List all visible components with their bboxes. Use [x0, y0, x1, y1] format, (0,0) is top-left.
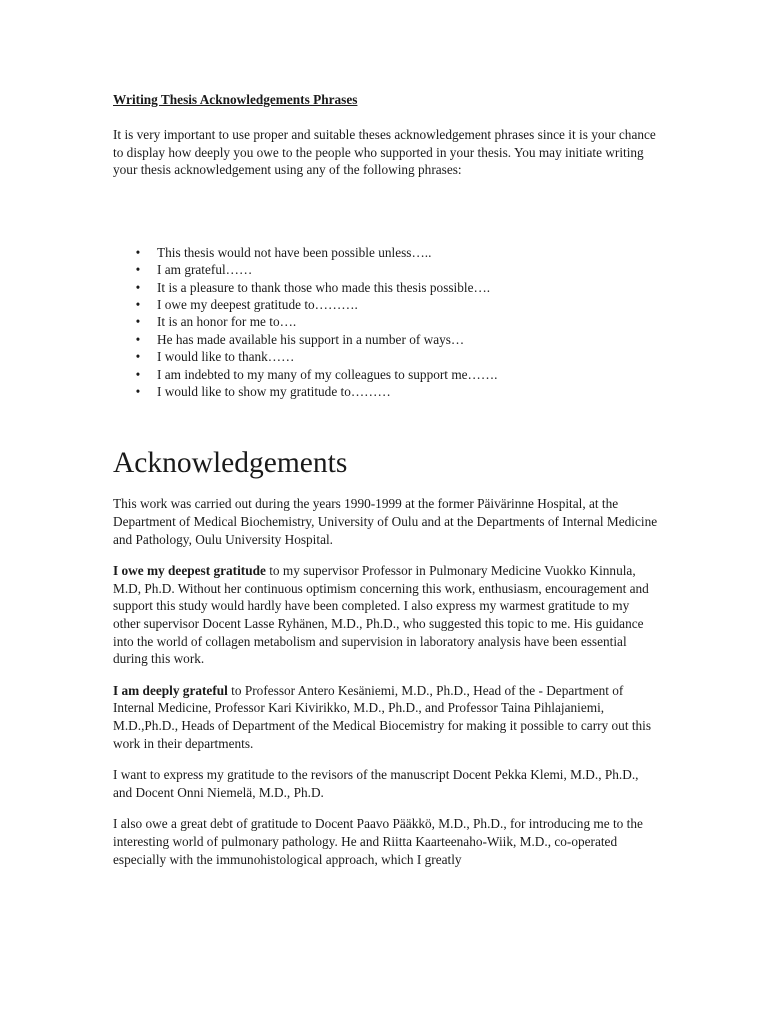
- list-item: [133, 244, 658, 261]
- bullet-icon: •: [135, 279, 141, 295]
- paragraph-lead-text: I am deeply grateful: [113, 682, 228, 698]
- paragraph-department-heads: [113, 682, 658, 752]
- list-item: [133, 313, 658, 330]
- phrase-text: I am indebted to my many of my colleagues to support me…….: [157, 366, 498, 382]
- bullet-icon: •: [135, 297, 141, 312]
- section-heading: Acknowledgements: [113, 447, 348, 480]
- phrase-text: This thesis would not have been possible unless…..: [157, 244, 432, 260]
- bullet-icon: •: [135, 349, 141, 365]
- document-page: [113, 88, 658, 868]
- paragraph-lead-text: I owe my deepest gratitude: [113, 563, 266, 579]
- list-item: [133, 296, 658, 313]
- phrase-text: I would like to thank……: [157, 349, 295, 365]
- phrase-text: I owe my deepest gratitude to……….: [157, 297, 358, 312]
- phrase-text: He has made available his support in a number of ways…: [157, 331, 465, 347]
- paragraph-revisors: I want to express my gratitude to the revisors of the manuscript Docent Pekka Klemi, M.D., Ph.D., and Docent Onni Niemelä, M.D., Ph.D.: [113, 767, 639, 800]
- bullet-icon: •: [135, 244, 141, 260]
- paragraph-body-text: to Professor Antero Kesäniemi, M.D., Ph.D., Head of the - Department of Internal Medicine, Professor Kari Kivirikko, M.D., Ph.D., and Professor Taina Pihlajaniemi, M.D.,Ph.D., Heads of Department of the Medical Biocemistry for making it possible to carry out this work in their departments.: [113, 682, 652, 751]
- phrase-text: It is a pleasure to thank those who made this thesis possible….: [157, 279, 491, 295]
- paragraph-work-location: This work was carried out during the years 1990-1999 at the former Päivärinne Hospital, at the Department of Medical Biochemistry, University of Oulu and at the Departments of Internal Medicine and Pathology, Oulu University Hospital.: [113, 496, 658, 547]
- bullet-icon: •: [135, 384, 141, 400]
- intro-paragraph: It is very important to use proper and suitable theses acknowledgement phrases since it is your chance to display how deeply you owe to the people who supported in your thesis. You may initiate writing your thesis acknowledgement using any of the following phrases:: [113, 127, 656, 178]
- paragraph-pathology: I also owe a great debt of gratitude to Docent Paavo Pääkkö, M.D., Ph.D., for introducing me to the interesting world of pulmonary pathology. He and Riitta Kaarteenaho-Wiik, M.D., co-operated especially with the immunohistological approach, which I greatly: [113, 816, 643, 867]
- bullet-icon: •: [135, 314, 141, 330]
- bullet-icon: •: [135, 331, 141, 347]
- phrase-text: I am grateful……: [157, 262, 253, 278]
- list-item: [133, 279, 658, 296]
- list-item: [133, 348, 658, 365]
- paragraph-body-text: to my supervisor Professor in Pulmonary Medicine Vuokko Kinnula, M.D, Ph.D. Without her continuous optimism concerning this work, enthusiasm, encouragement and support this study would hardly have been completed. I also express my warmest gratitude to my other supervisor Docent Lasse Ryhänen, M.D., Ph.D., who suggested this topic to me. His guidance into the world of collagen metabolism and supervision in laboratory analysis have been essential during this work.: [113, 563, 649, 667]
- list-item: [133, 366, 658, 383]
- list-item: [133, 261, 658, 278]
- phrase-text: It is an honor for me to….: [157, 314, 297, 330]
- list-item: [133, 383, 658, 400]
- document-title: Writing Thesis Acknowledgements Phrases: [113, 92, 358, 107]
- list-item: [133, 331, 658, 348]
- phrase-list: [113, 244, 658, 401]
- bullet-icon: •: [135, 262, 141, 278]
- paragraph-supervisors: [113, 562, 658, 668]
- bullet-icon: •: [135, 366, 141, 382]
- phrase-text: I would like to show my gratitude to………: [157, 384, 391, 400]
